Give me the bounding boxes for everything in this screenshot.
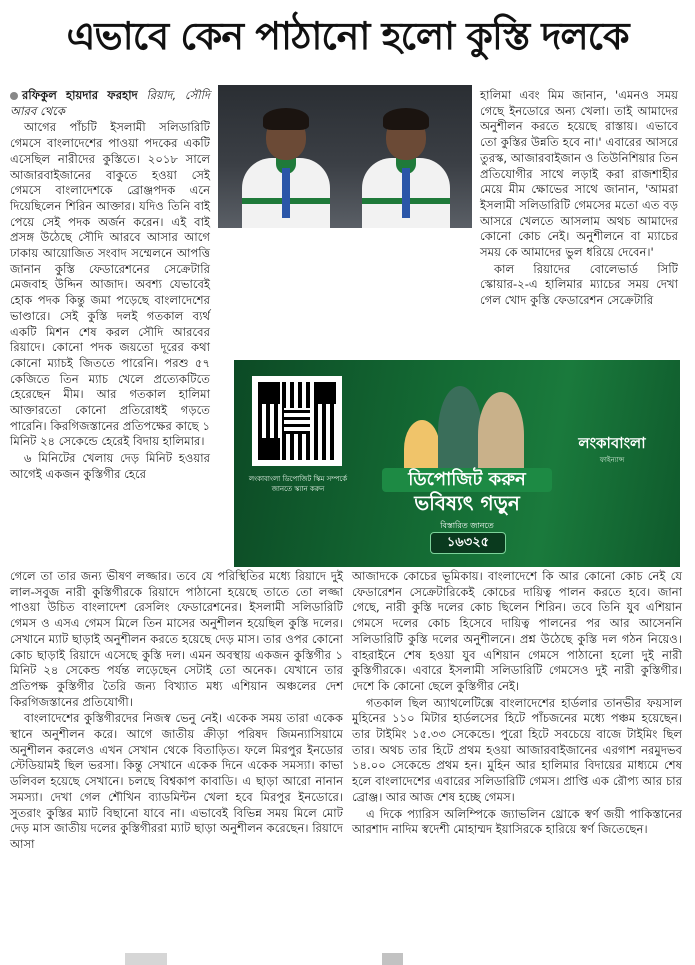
byline	[10, 88, 210, 119]
ad-brand-sub: ফাইন্যান্স	[599, 456, 625, 464]
athlete-figure-left	[236, 106, 336, 228]
ad-cta-line2: ভবিষ্যৎ গড়ুন	[414, 491, 520, 515]
byline-bullet-icon	[10, 92, 18, 100]
paragraph: গেলে তা তার জন্য ভীষণ লজ্জার। তবে যে পরিস্থিতির মধ্যে রিয়াদে দুই লাল-সবুজ নারী কুস্তিগীরকে রিয়াদে পাঠানো হয়েছে তাতে তো লজ্জা পাওয়া উচিত বাংলাদেশ রেসলিং ফেডারেশনের। ইসলামী সলিডারিটি গেমস ও এসএ গেমস মিলে তিন মাসের অনুশীলন হয়েছিল কুস্তি দলের। সেখানে ম্যাট ছাড়াই অনুশীলন করতে হয়েছে দেড় মাস। তার ওপর কোনো কোচ ছাড়াই রিয়াদে এসেছে কুস্তি দল। এমন অবস্থায় একজন কুস্তিগীর ১ মিনিট ২৪ সেকেন্ড পর্যন্ত লড়েছেন সেটাই তো অনেক। যেখানে তার প্রতিপক্ষ কুস্তিগীর তৈরি জন্য বিখ্যাত মধ্য এশিয়ান অঞ্চলের দেশ কিরগিজস্তানের প্রতিযোগী।	[10, 569, 343, 709]
paragraph: আজাদকে কোচের ভূমিকায়। বাংলাদেশে কি আর কোনো কোচ নেই যে ফেডারেশন সেক্রেটারিকেই কোচের দায়িত্ব পালন করতে হবে। জানা গেছে, নারী কুস্তি দলের কোচ ছিলেন শিরিন। তবে তিনি যুব এশিয়ান গেমসে দলের কোচ হিসেবে দায়িত্ব পালনের পর আর আসেননি সলিডারিটি কুস্তি দলের অনুশীলনে। প্রশ্ন উঠেছে কুস্তি দল গঠন নিয়েও। বাহরাইনে শেষ হওয়া যুব এশিয়ান গেমসে পাঠানো হলো দুই নারী কুস্তিগীরকে। এবারে ইসলামী সলিডারিটি গেমসেও দুই নারী কুস্তিগীর। দেশে কি কোনো ছেলে কুস্তিগীর নেই।	[352, 569, 682, 693]
athlete-figure-right	[356, 106, 456, 228]
byline-author: রফিকুল হায়দার ফরহাদ	[22, 88, 138, 102]
paragraph: হালিমা এবং মিম জানান, 'এমনও সময় গেছে ইনডোরে অন্য খেলা। তাই আমাদের অনুশীলন করতে হয়েছে রাস্তায়। এভাবে তো কুস্তির উন্নতি হবে না।' এবারের আসরে তুরস্ক, আজারবাইজান ও তিউনিশিয়ার তিন প্রতিযোগীর সাথে লড়াই করা রাজশাহীর মেয়ে মীম ক্ষোভের সাথে জানান, 'আমরা ইসলামী সলিডারিটি গেমসের মতো এত বড় আসরে খেলতে আসলাম অথচ আমাদের কোনো কোচ নেই। অনুশীলনে বা ম্যাচের সময় কে আমাদের ভুল ধরিয়ে দেবেন।'	[480, 88, 678, 260]
column-right-top	[480, 88, 678, 310]
paragraph: এ দিকে প্যারিস অলিম্পিকে জ্যাভলিন থ্রোকে স্বর্ণ জয়ী পাকিস্তানের আরশাদ নাদিম স্বদেশী মোহাম্মদ ইয়াসিরকে হারিয়ে স্বর্ণ জিতেছেন।	[352, 806, 682, 837]
byline-location: রিয়াদ, সৌদি আরব থেকে	[10, 88, 210, 118]
family-illustration	[394, 378, 534, 478]
ad-number-label: বিস্তারিত জানতে	[440, 521, 494, 530]
ad-cta-line1: ডিপোজিট করুন	[382, 468, 552, 492]
paragraph: কাল রিয়াদের বোলেভার্ড সিটি স্কোয়ার-২-এ হালিমার ম্যাচের সময় দেখা গেল খোদ কুস্তি ফেডারেশন সেক্রেটারি	[480, 261, 678, 308]
paragraph: আগের পাঁচটি ইসলামী সলিডারিটি গেমসে বাংলাদেশের পাওয়া পদকের একটি এসেছিল নারীদের কুস্তিতে। ২০১৮ সালে আজারবাইজানের বাকুতে হওয়া সেই গেমসে বাংলাদেশকে ব্রোঞ্জপদক এনে দিয়েছিলেন শিরিন আক্তার। যদিও তিনি বাই পেয়ে সেই পদক অর্জন করেন। এই বাই প্রসঙ্গ উঠেছে সৌদি আরবে আসার আগে ঢাকায় আয়োজিত সংবাদ সম্মেলনে আপত্তি জানান কুস্তি ফেডারেশনের সেক্রেটারি মেজবাহ উদ্দিন আজাদ। অবশ্য যেভাবেই হোক পদক কিন্তু জমা পড়েছে বাংলাদেশের ভাণ্ডারে। সেই কুস্তি দলই গতকাল ব্যর্থ একটি মিশন শেষ করল সৌদি আরবের রিয়াদে। কোনো পদক জয়তো দূরের কথা কোনো ম্যাচই জিততে পারেনি। পরশু ৫৭ কেজিতে তিন ম্যাচ খেলে প্রত্যেকটিতে হেরেছেন মীম। আর গতকাল হালিমা আক্তারতো কোনো প্রতিরোধই গড়তে পারেনি। কিরগিজস্তানের প্রতিপক্ষের কাছে ১ মিনিট ২৪ সেকেন্ডে হেরেই বিদায় হালিমার।	[10, 120, 210, 449]
ad-brand-logo: লংকাবাংলা	[578, 434, 646, 452]
ad-cta	[382, 468, 552, 514]
column-left-top	[10, 88, 210, 484]
paragraph: গতকাল ছিল অ্যাথলেটিক্সে বাংলাদেশের হার্ডলার তানভীর ফয়সাল মুহিনের ১১০ মিটার হার্ডলসের হিটে পাঁচজনের মধ্যে পঞ্চম হয়েছেন। তার টাইমিং ১৫.৩৩ সেকেন্ডে। পুরো হিটে সবচেয়ে বাজে টাইমিং ছিল তার। অথচ তার হিটে প্রথম হওয়া আজারবাইজানের এরগাশ নরমুদভব ১৪.০০ সেকেন্ডে প্রথম হন। মুহিন আর হালিমার বিদায়ের মাধ্যমে শেষ হলে বাংলাদেশের এবারের সলিডারিটি গেমস। প্রাপ্তি এক রৌপ্য আর চার ব্রোঞ্জ। আর আজ শেষ হচ্ছে গেমস।	[352, 695, 682, 804]
column-left-bottom	[10, 569, 343, 854]
advertisement-banner[interactable]	[234, 360, 680, 567]
ad-qr-caption: লংকাবাংলা ডিপোজিট স্কিম সম্পর্কে জানতে স্ক্যান করুন	[248, 475, 348, 493]
ad-hotline-number[interactable]: ১৬৩২৫	[430, 532, 506, 554]
page-bottom-edge	[0, 953, 695, 965]
article-photo	[218, 85, 472, 228]
paragraph: বাংলাদেশের কুস্তিগীরদের নিজস্ব ভেনু নেই। একেক সময় তারা একেক স্থানে অনুশীলন করে। আগে জাতীয় ক্রীড়া পরিষদ জিমন্যাসিয়ামে অনুশীলন করলেও এখন সেখান থেকে বিতাড়িত। ফলে মিরপুর ইনডোর স্টেডিয়ামই ছিল ভরসা। কিন্তু সেখানে একেক দিনে একেক সমস্যা। কাভা ডলিবল হয়েছে সেখানে। চলছে বিশ্বকাপ কাবাডি। এ ছাড়া আরো নানান সমস্যা। দেখা গেল শৌখিন ব্যাডমিন্টন খেলা হবে মিরপুর ইনডোরে। সুতরাং কুস্তির ম্যাট বিছানো যাবে না। এভাবেই বিভিন্ন সময় মিলে মোট দেড় মাস জাতীয় দলের কুস্তিগীররা ম্যাট ছাড়া অনুশীলন করেছেন। রিয়াদে আসা	[10, 711, 343, 851]
headline: এভাবে কেন পাঠানো হলো কুস্তি দলকে	[66, 14, 629, 58]
qr-code-icon[interactable]	[252, 376, 342, 466]
paragraph: ৬ মিনিটের খেলায় দেড় মিনিট হওয়ার আগেই একজন কুস্তিগীর হেরে	[10, 451, 210, 481]
column-right-bottom	[352, 569, 682, 839]
